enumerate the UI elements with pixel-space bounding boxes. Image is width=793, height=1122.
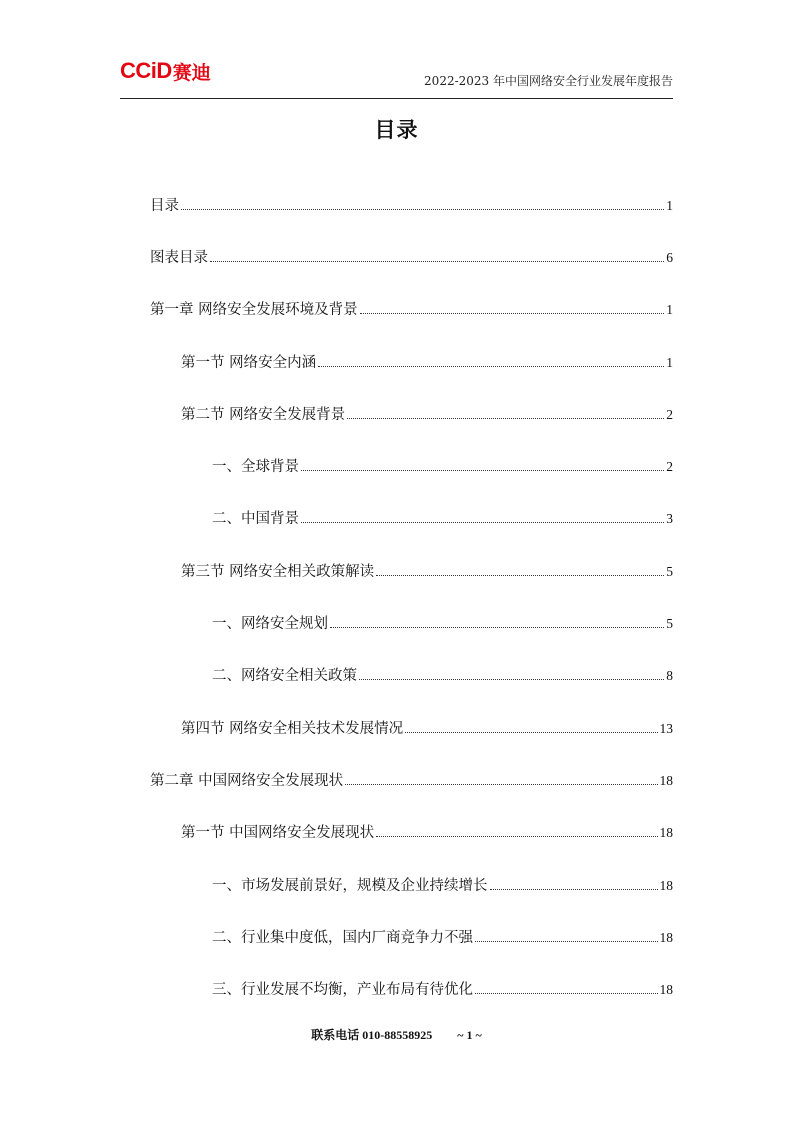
toc-entry[interactable]	[150, 701, 673, 753]
toc-entry-page: 18	[659, 772, 673, 788]
toc-entry-page: 6	[666, 249, 673, 265]
toc-entry-line	[150, 769, 673, 790]
toc-entry[interactable]	[150, 544, 673, 596]
toc-entry-page: 1	[666, 302, 673, 318]
report-title: 2022-2023 年中国网络安全行业发展年度报告	[424, 74, 673, 88]
toc-entry-label: 第二节 网络安全发展背景	[181, 406, 346, 423]
toc-entry-line	[150, 978, 673, 999]
table-of-contents	[150, 178, 673, 1015]
dot-leader	[347, 418, 664, 419]
toc-entry-line	[150, 926, 673, 947]
toc-entry[interactable]	[150, 492, 673, 544]
dot-leader	[359, 679, 664, 680]
dot-leader	[210, 261, 664, 262]
toc-entry[interactable]	[150, 439, 673, 491]
toc-entry-line	[150, 664, 673, 685]
toc-entry-page: 18	[659, 877, 673, 893]
dot-leader	[490, 889, 658, 890]
toc-entry-line	[150, 717, 673, 738]
dot-leader	[345, 784, 657, 785]
dot-leader	[301, 470, 664, 471]
toc-entry[interactable]	[150, 230, 673, 282]
toc-entry-line	[150, 874, 673, 895]
toc-entry[interactable]	[150, 178, 673, 230]
toc-entry-line	[150, 246, 673, 267]
toc-entry-page: 2	[666, 406, 673, 422]
toc-entry-line	[150, 455, 673, 476]
toc-entry-label: 图表目录	[150, 249, 208, 266]
toc-entry[interactable]	[150, 649, 673, 701]
toc-entry-line	[150, 194, 673, 215]
toc-entry-label: 二、网络安全相关政策	[212, 668, 357, 685]
toc-entry[interactable]	[150, 858, 673, 910]
toc-entry-line	[150, 507, 673, 528]
toc-entry[interactable]	[150, 962, 673, 1014]
toc-entry-label: 第一节 中国网络安全发展现状	[181, 825, 375, 842]
logo-text-en: CCiD	[120, 58, 172, 83]
toc-entry-label: 一、市场发展前景好，规模及企业持续增长	[212, 877, 488, 894]
toc-entry-page: 18	[659, 825, 673, 841]
toc-entry-label: 二、中国背景	[212, 511, 299, 528]
toc-entry-label: 三、行业发展不均衡，产业布局有待优化	[212, 982, 473, 999]
toc-entry-label: 第一章 网络安全发展环境及背景	[150, 302, 358, 319]
toc-entry-page: 3	[666, 511, 673, 527]
dot-leader	[376, 575, 664, 576]
dot-leader	[475, 993, 658, 994]
toc-entry-page: 5	[666, 616, 673, 632]
dot-leader	[330, 627, 664, 628]
toc-entry[interactable]	[150, 910, 673, 962]
ccid-logo	[120, 56, 211, 86]
toc-entry-line	[150, 560, 673, 581]
toc-entry-page: 2	[666, 459, 673, 475]
toc-entry-page: 13	[659, 720, 673, 736]
toc-entry-line	[150, 612, 673, 633]
toc-entry-page: 18	[659, 929, 673, 945]
contact-phone: 联系电话 010-88558925	[311, 1028, 433, 1042]
toc-entry-label: 一、全球背景	[212, 459, 299, 476]
toc-entry-page: 1	[666, 197, 673, 213]
toc-entry-line	[150, 821, 673, 842]
dot-leader	[318, 366, 664, 367]
toc-entry-label: 一、网络安全规划	[212, 616, 328, 633]
toc-entry-line	[150, 351, 673, 372]
toc-entry-line	[150, 403, 673, 424]
page-number: ~ 1 ~	[457, 1028, 482, 1042]
toc-entry-label: 目录	[150, 197, 179, 214]
dot-leader	[405, 732, 657, 733]
logo-text-cn: 赛迪	[172, 61, 211, 84]
page-footer	[0, 1026, 793, 1043]
dot-leader	[181, 209, 664, 210]
toc-entry-label: 第三节 网络安全相关政策解读	[181, 563, 375, 580]
toc-entry-line	[150, 298, 673, 319]
toc-title: 目录	[374, 118, 419, 142]
toc-entry-page: 18	[659, 982, 673, 998]
toc-entry[interactable]	[150, 806, 673, 858]
toc-entry-label: 第四节 网络安全相关技术发展情况	[181, 720, 404, 737]
dot-leader	[376, 836, 657, 837]
dot-leader	[360, 313, 665, 314]
toc-entry-page: 1	[666, 354, 673, 370]
toc-entry-label: 二、行业集中度低，国内厂商竞争力不强	[212, 929, 473, 946]
toc-entry[interactable]	[150, 387, 673, 439]
toc-entry[interactable]	[150, 335, 673, 387]
toc-entry-page: 5	[666, 563, 673, 579]
toc-entry[interactable]	[150, 283, 673, 335]
page-header	[120, 56, 673, 99]
toc-entry-label: 第二章 中国网络安全发展现状	[150, 772, 344, 789]
dot-leader	[301, 522, 664, 523]
toc-entry-label: 第一节 网络安全内涵	[181, 354, 317, 371]
toc-entry-page: 8	[666, 668, 673, 684]
toc-entry[interactable]	[150, 753, 673, 805]
toc-entry[interactable]	[150, 596, 673, 648]
dot-leader	[475, 941, 658, 942]
